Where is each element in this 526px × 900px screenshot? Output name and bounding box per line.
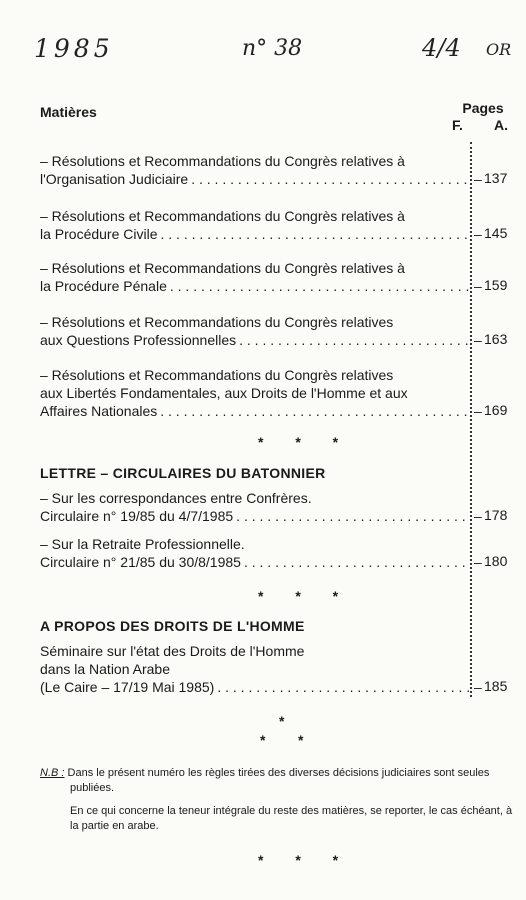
entry-line: Affaires Nationales: [40, 403, 158, 419]
entry-leader-line: [40, 277, 490, 295]
entry-leader-line: [40, 678, 490, 696]
section-title-lettres: LETTRE – CIRCULAIRES DU BATONNIER: [40, 465, 326, 481]
entry-page-number: 169: [484, 402, 508, 418]
toc-entry: [40, 535, 490, 571]
handwritten-code: 4/4: [422, 34, 461, 62]
entry-leader-line: [40, 331, 490, 349]
entry-page-number: 180: [484, 553, 508, 569]
entry-leader-line: [40, 507, 490, 525]
nb-paragraph-1: [40, 766, 520, 796]
nb-text-2: En ce qui concerne la teneur intégrale du reste des matières, se reporter, le cas échéant, à la partie en arabe.: [70, 805, 513, 832]
entry-leader-line: [40, 170, 490, 188]
entry-leader-line: [40, 225, 490, 243]
separator-star: *: [260, 732, 266, 748]
col-f-label: F.: [452, 117, 463, 133]
toc-entry: [40, 152, 490, 188]
col-a-label: A.: [494, 117, 508, 133]
dot-leader: [217, 678, 470, 696]
entry-page-number: 137: [484, 170, 508, 186]
toc-entry: [40, 259, 490, 295]
separator-stars: * * *: [258, 434, 353, 450]
toc-entry: [40, 207, 490, 243]
entry-dash: –: [474, 226, 482, 242]
dot-leader: [239, 331, 470, 349]
entry-dash: –: [474, 679, 482, 695]
entry-line: – Résolutions et Recommandations du Congrès relatives à: [40, 208, 405, 224]
entry-line: Circulaire n° 21/85 du 30/8/1985: [40, 554, 241, 570]
entry-dash: –: [474, 171, 482, 187]
handwritten-number: n° 38: [242, 36, 303, 61]
entry-page-number: 163: [484, 331, 508, 347]
entry-page-number: 145: [484, 225, 508, 241]
entry-leader-line: [40, 553, 490, 571]
entry-line: aux Libertés Fondamentales, aux Droits de l'Homme et aux: [40, 385, 408, 401]
contents-header: [40, 100, 514, 140]
matieres-heading: Matières: [40, 104, 97, 120]
separator-star: *: [279, 713, 285, 729]
toc-entry: [40, 642, 490, 696]
entry-line: – Résolutions et Recommandations du Congrès relatives à: [40, 153, 405, 169]
toc-entry: [40, 366, 490, 420]
dot-leader: [191, 170, 470, 188]
toc-entry: [40, 489, 490, 525]
nb-note: [40, 766, 520, 834]
entry-dash: –: [474, 508, 482, 524]
entry-line: l'Organisation Judiciaire: [40, 171, 189, 187]
handwritten-year: 1985: [34, 34, 114, 63]
pages-heading: Pages: [462, 100, 504, 116]
entry-line: dans la Nation Arabe: [40, 661, 170, 677]
entry-page-number: 159: [484, 277, 508, 293]
entry-line: Circulaire n° 19/85 du 4/7/1985: [40, 508, 234, 524]
entry-line: la Procédure Pénale: [40, 278, 167, 294]
toc-entry: [40, 313, 490, 349]
entry-line: – Sur la Retraite Professionnelle.: [40, 536, 245, 552]
nb-text-1: Dans le présent numéro les règles tirées des diverses décisions judiciaires sont seules publiées.: [67, 767, 490, 794]
entry-dash: –: [474, 332, 482, 348]
entry-page-number: 178: [484, 507, 508, 523]
dot-leader: [160, 402, 470, 420]
separator-stars: * * *: [258, 588, 353, 604]
entry-dash: –: [474, 403, 482, 419]
entry-line: – Sur les correspondances entre Confrères.: [40, 490, 312, 506]
entry-dash: –: [474, 554, 482, 570]
entry-leader-line: [40, 402, 490, 420]
entry-line: – Résolutions et Recommandations du Congrès relatives: [40, 367, 394, 383]
section-title-droits: A PROPOS DES DROITS DE L'HOMME: [40, 618, 305, 634]
entry-line: (Le Caire – 17/19 Mai 1985): [40, 679, 215, 695]
dot-leader: [244, 553, 470, 571]
dot-leader: [170, 277, 470, 295]
entry-dash: –: [474, 278, 482, 294]
nb-label: N.B :: [40, 767, 65, 779]
separator-stars: * * *: [258, 852, 353, 868]
entry-line: la Procédure Civile: [40, 226, 158, 242]
handwritten-mark: OR: [486, 40, 512, 59]
entry-line: – Résolutions et Recommandations du Congrès relatives: [40, 314, 394, 330]
entry-line: – Résolutions et Recommandations du Congrès relatives à: [40, 260, 405, 276]
separator-star: *: [298, 732, 304, 748]
dot-leader: [236, 507, 470, 525]
entry-line: Séminaire sur l'état des Droits de l'Homme: [40, 643, 305, 659]
entry-page-number: 185: [484, 678, 508, 694]
dot-leader: [161, 225, 471, 243]
entry-line: aux Questions Professionnelles: [40, 332, 237, 348]
